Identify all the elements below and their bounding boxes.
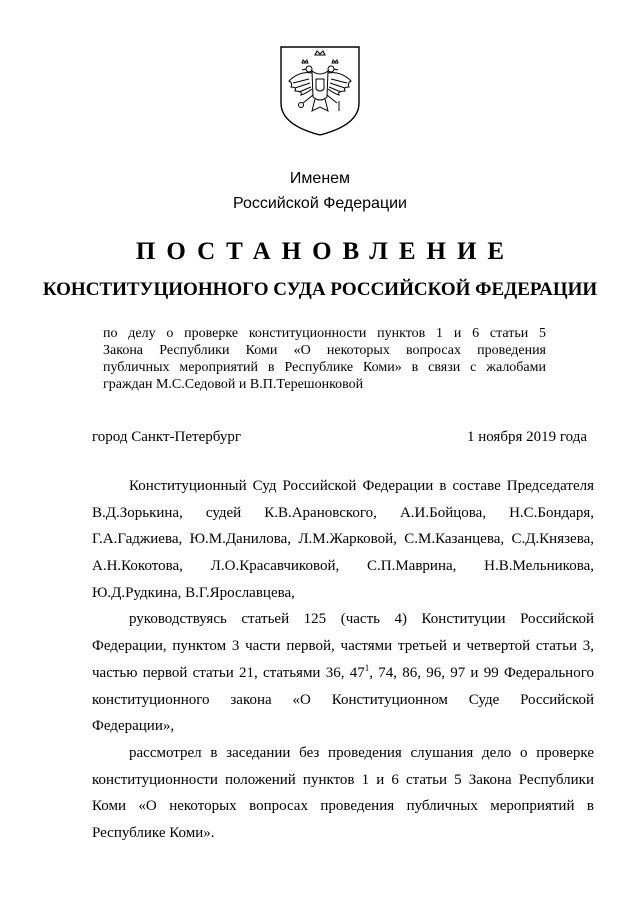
body-line: Г.А.Гаджиева, Ю.М.Данилова, Л.М.Жарковой, С.М.Казанцева, С.Д.Князева, [92,531,594,548]
body-line: Конституционный Суд Российской Федерации в составе Председателя [129,478,594,494]
document-type-title: ПОСТАНОВЛЕНИЕ [135,238,516,265]
superscript: 1 [364,662,370,673]
body-line: Республике Коми». [92,824,215,841]
body-line: Федерации», [92,718,175,735]
subject-line: публичных мероприятий в Республике Коми» в связи с жалобами [103,360,546,375]
body-text: частью первой статьи 21, статьями 36, 47 [92,664,365,681]
subject-line: граждан М.С.Седовой и В.П.Терешонковой [103,377,364,392]
body-line: Коми «О некоторых вопросах проведения публичных мероприятий в [92,798,594,815]
body-text: , 74, 86, 96, 97 и 99 Федерального [369,664,594,681]
body-line: А.Н.Кокотова, Л.О.Красавчиковой, С.П.Маврина, Н.В.Мельникова, [92,558,594,575]
body-line: В.Д.Зорькина, судей К.В.Арановского, А.И.Бойцова, Н.С.Бондаря, [92,504,594,521]
body-line [92,663,594,690]
in-name-line2: Российской Федерации [233,195,407,212]
place: город Санкт-Петербург [92,429,241,445]
document-body [92,476,594,850]
subject-line: по делу о проверке конституционности пунктов 1 и 6 статьи 5 [103,326,546,341]
double-headed-eagle-icon [279,45,361,137]
date: 1 ноября 2019 года [466,429,587,445]
court-name: КОНСТИТУЦИОННОГО СУДА РОССИЙСКОЙ ФЕДЕРАЦИИ [42,279,598,300]
case-subject [103,325,546,393]
body-line: конституционности положений пунктов 1 и 6 статьи 5 Закона Республики [92,771,594,788]
in-name-line1: Именем [289,170,351,187]
subject-line: Закона Республики Коми «О некоторых вопросах проведения [103,343,546,358]
body-line: Федерации, пунктом 3 части первой, частями третьей и четвертой статьи 3, [92,638,594,655]
body-line: руководствуясь статьей 125 (часть 4) Конституции Российской [129,611,594,628]
body-line: Ю.Д.Рудкина, В.Г.Ярославцева, [92,584,295,601]
body-line: рассмотрел в заседании без проведения слушания дело о проверке [129,744,594,761]
coat-of-arms-emblem [279,45,361,137]
body-line: конституционного закона «О Конституционном Суде Российской [92,691,594,708]
